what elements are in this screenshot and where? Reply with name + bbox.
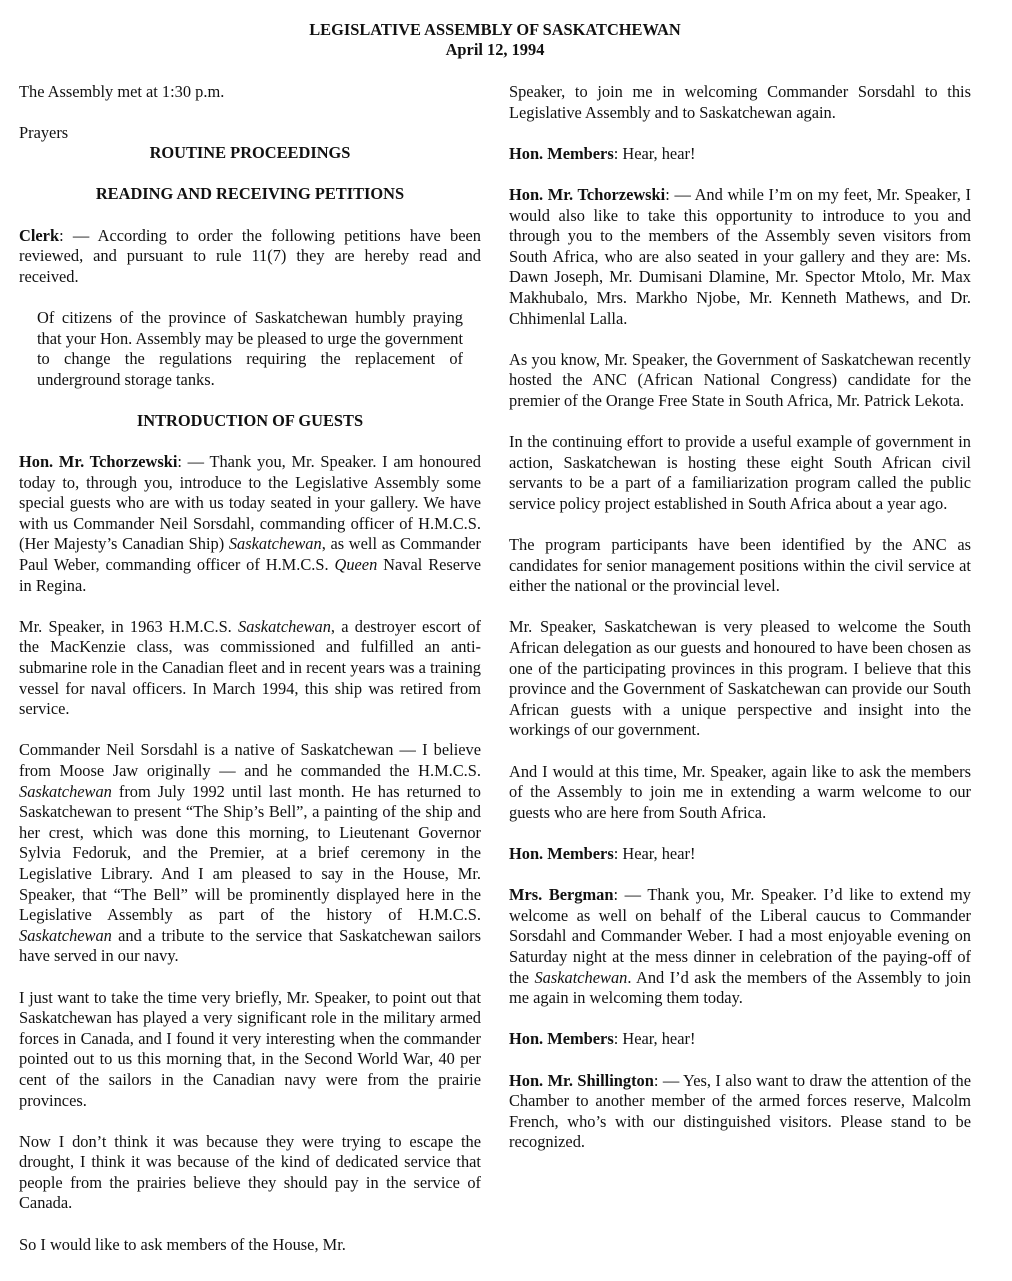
paragraph-ask: So I would like to ask members of the House, Mr. — [19, 1234, 346, 1254]
document-title: LEGISLATIVE ASSEMBLY OF SASKATCHEWAN — [309, 20, 681, 39]
statement-text: . And I’d ask the members of the Assembly to join me again in welcoming them today. — [509, 967, 971, 1008]
statement-text: : — Thank you, Mr. Speaker. I’d like to extend my welcome as well on behalf of the Liberal caucus to Commander Sorsdahl and Commander Weber. I had a most enjoyable evening on Saturday night at the mess dinner in celebration of the paying-off of the — [509, 885, 971, 987]
paragraph-pleased: Mr. Speaker, Saskatchewan is very pleased to welcome the South African delegation as our guests and honoured to have been chosen as one of the participating provinces in this program. I believe that this province and the Government of Saskatchewan can provide our South African guests with a unique perspective and insight into the workings of our government. — [509, 617, 971, 740]
paragraph-text: Commander Neil Sorsdahl is a native of Saskatchewan — I believe from Moose Jaw originally — and he commanded the H.M.C.S. — [19, 740, 481, 780]
left-column — [19, 82, 481, 1276]
paragraph-text: , a destroyer escort of the MacKenzie class, was commissioned and fulfilled an anti-submarine role in the Canadian fleet and in recent years was a training vessel for naval officers. In March 1994, this ship was retired from service. — [19, 616, 481, 719]
document-header — [0, 20, 990, 60]
heading-routine-proceedings: ROUTINE PROCEEDINGS — [149, 143, 351, 163]
paragraph-native — [19, 740, 481, 967]
members-response — [509, 844, 971, 865]
statement-text: : — And while I’m on my feet, Mr. Speaker, I would also like to take this opportunity to introduce to you and through you to the members of the Assembly seven visitors from South Africa, who are also seated in your gallery and they are: Ms. Dawn Joseph, Mr. Dumisani Dlamine, Mr. Spector Mtolo, Mr. Max Makhubalo, Mrs. Markho Njobe, Mr. Kenneth Mathews, and Dr. Chhimenlal Lalla. — [509, 184, 972, 328]
speaker-name: Mrs. Bergman — [509, 885, 614, 905]
speaker-name: Hon. Members — [509, 1029, 614, 1049]
clerk-statement — [19, 226, 481, 288]
statement-text: : — According to order the following petitions have been reviewed, and pursuant to rule 11(7) they are hereby read and received. — [19, 225, 481, 286]
paragraph-drought: Now I don’t think it was because they were trying to escape the drought, I think it was because of the kind of dedicated service that people from the prairies believe they should pay in the service of Canada. — [19, 1131, 481, 1213]
heading-petitions: READING AND RECEIVING PETITIONS — [95, 184, 405, 204]
sitting-time: The Assembly met at 1:30 p.m. — [19, 82, 225, 101]
bergman-statement — [509, 885, 971, 1009]
petition-text: Of citizens of the province of Saskatchewan humbly praying that your Hon. Assembly may be pleased to urge the government to change the regulations requiring the replacement of underground storage tanks. — [37, 307, 463, 389]
prayers-label: Prayers — [19, 122, 69, 142]
ship-name: Saskatchewan — [228, 534, 322, 554]
statement-text: : — Yes, I also want to draw the attention of the Chamber to another member of the armed forces reserve, Malcolm French, who’s with our distinguished visitors. Please stand to be recognized. — [509, 1070, 971, 1152]
paragraph-text: and a tribute to the service that Saskatchewan sailors have served in our navy. — [19, 925, 481, 966]
ship-name: Saskatchewan — [19, 925, 112, 945]
statement-text: , as well as Commander Paul Weber, commanding officer of H.M.C.S. — [19, 534, 481, 575]
speaker-name: Hon. Mr. Tchorzewski — [509, 184, 666, 204]
paragraph-briefly: I just want to take the time very briefly, Mr. Speaker, to point out that Saskatchewan has played a very significant role in the military armed forces in Canada, and I found it very interesting when the commander pointed out to us this morning that, in the Second World War, 40 per cent of the sailors in the Canadian navy were from the prairie provinces. — [19, 987, 481, 1110]
statement-text: Naval Reserve in Regina. — [19, 555, 481, 595]
paragraph-again: And I would at this time, Mr. Speaker, again like to ask the members of the Assembly to join me in extending a warm welcome to our guests who are here from South Africa. — [509, 761, 971, 822]
paragraph-text: from July 1992 until last month. He has returned to Saskatchewan to present “The Ship’s Bell”, a painting of the ship and her crest, which was done this morning, to Lieutenant Governor Sylvia Fedoruk, and the Premier, at a brief ceremony in the Legislative Library. And I am pleased to say in the House, Mr. Speaker, that “The Bell” will be prominently displayed here in the Legislative Assembly as part of the history of H.M.C.S. — [19, 781, 481, 925]
statement-text: : Hear, hear! — [613, 1029, 696, 1049]
ship-name: Saskatchewan — [19, 781, 112, 801]
speaker-name: Hon. Mr. Shillington — [509, 1070, 654, 1090]
paragraph-1963 — [19, 617, 481, 720]
speaker-name: Hon. Mr. Tchorzewski — [19, 452, 178, 472]
speaker-name: Hon. Members — [509, 143, 614, 163]
paragraph-anc: As you know, Mr. Speaker, the Government of Saskatchewan recently hosted the ANC (African National Congress) candidate for the premier of the Orange Free State in South Africa, Mr. Patrick Lekota. — [509, 349, 971, 410]
speaker-name: Clerk — [19, 225, 60, 245]
tchorzewski-statement — [509, 185, 971, 329]
paragraph-continuing: In the continuing effort to provide a useful example of government in action, Saskatchewan is hosting these eight South African civil servants to be a part of a familiarization program called the public service policy project established in South Africa about a year ago. — [509, 432, 971, 513]
tchorzewski-statement — [19, 452, 481, 596]
ship-name: Queen — [334, 555, 378, 575]
document-date: April 12, 1994 — [445, 40, 545, 59]
paragraph-continued: Speaker, to join me in welcoming Commander Sorsdahl to this Legislative Assembly and to Saskatchewan again. — [509, 82, 971, 122]
speaker-name: Hon. Members — [509, 843, 614, 863]
members-response — [509, 144, 971, 165]
ship-name: Saskatchewan — [238, 616, 331, 636]
right-column — [509, 82, 971, 1173]
statement-text: : — Thank you, Mr. Speaker. I am honoured today to, through you, introduce to the Legislative Assembly some special guests who are with us today seated in your gallery. We have with us Commander Neil Sorsdahl, commanding officer of H.M.C.S. (Her Majesty’s Canadian Ship) — [19, 452, 481, 554]
shillington-statement — [509, 1071, 971, 1153]
heading-introduction-of-guests: INTRODUCTION OF GUESTS — [136, 410, 364, 430]
statement-text: : Hear, hear! — [613, 143, 696, 163]
paragraph-text: Mr. Speaker, in 1963 H.M.C.S. — [19, 616, 239, 636]
paragraph-program: The program participants have been identified by the ANC as candidates for senior management positions within the civil service at either the national or the provincial level. — [509, 535, 971, 596]
statement-text: : Hear, hear! — [613, 843, 696, 863]
members-response — [509, 1029, 971, 1050]
ship-name: Saskatchewan — [534, 967, 628, 987]
